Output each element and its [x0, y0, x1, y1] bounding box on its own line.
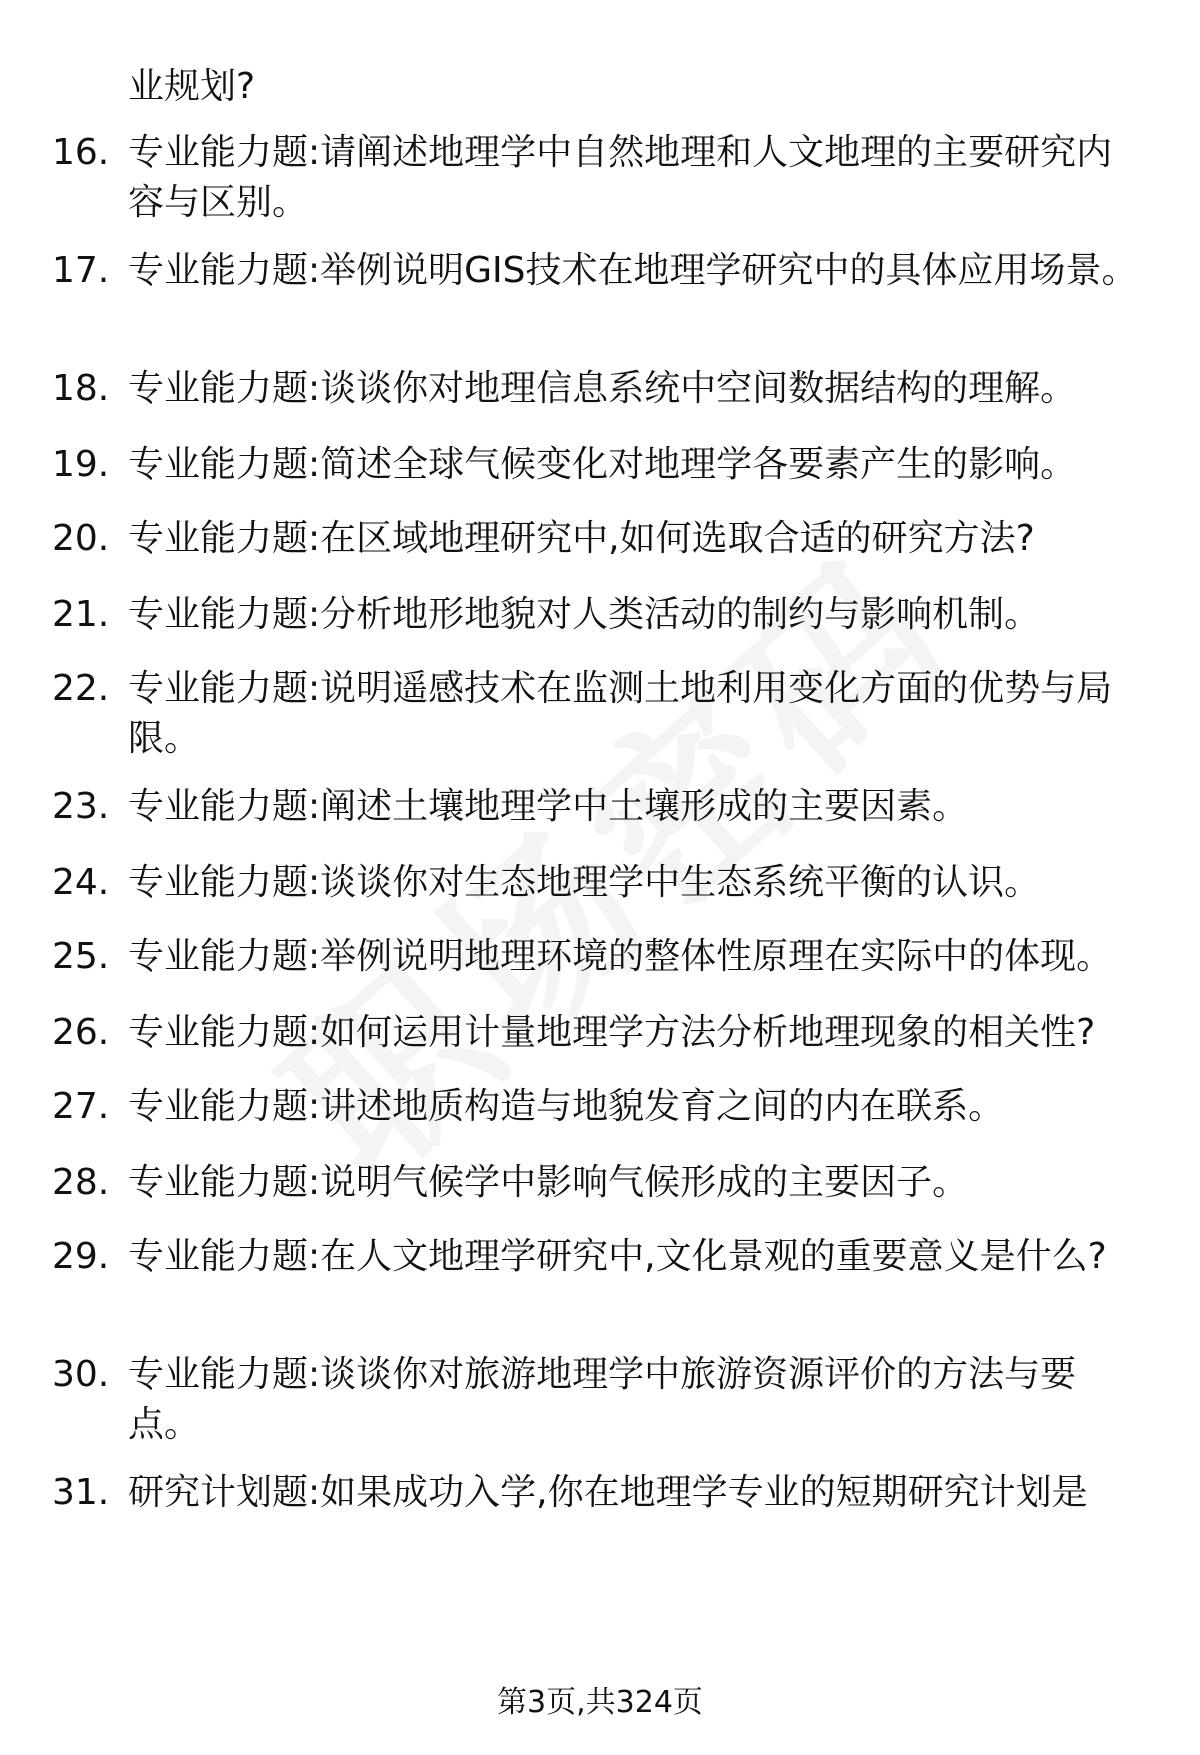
question-text — [128, 590, 1148, 640]
question-label: 研究计划题: — [128, 1472, 321, 1513]
question-label: 专业能力题: — [128, 1162, 321, 1203]
question-number: 30. — [52, 1354, 110, 1395]
question-text — [128, 858, 1148, 908]
question-text — [128, 1468, 1148, 1518]
question-body: 讲述地质构造与地貌发育之间的内在联系。 — [320, 1086, 1005, 1127]
question-body: 在区域地理研究中,如何选取合适的研究方法? — [320, 518, 1035, 559]
question-body: 举例说明地理环境的整体性原理在实际中的体现。 — [320, 936, 1113, 977]
question-body: 说明气候学中影响气候形成的主要因子。 — [320, 1162, 969, 1203]
question-label: 专业能力题: — [128, 1236, 321, 1277]
question-text — [128, 514, 1148, 564]
question-number: 17. — [52, 250, 110, 291]
question-label: 专业能力题: — [128, 1012, 321, 1053]
question-number: 22. — [52, 668, 110, 709]
question-number: 25. — [52, 936, 110, 977]
question-label: 专业能力题: — [128, 1354, 321, 1395]
question-label: 专业能力题: — [128, 786, 321, 827]
question-text — [128, 1350, 1148, 1450]
question-number: 24. — [52, 862, 110, 903]
question-label: 专业能力题: — [128, 368, 321, 409]
question-body: 简述全球气候变化对地理学各要素产生的影响。 — [320, 444, 1077, 485]
question-number: 20. — [52, 518, 110, 559]
question-label: 专业能力题: — [128, 668, 321, 709]
question-number: 29. — [52, 1236, 110, 1277]
question-body: 如果成功入学,你在地理学专业的短期研究计划是 — [320, 1472, 1088, 1513]
question-body: 阐述土壤地理学中土壤形成的主要因素。 — [320, 786, 969, 827]
question-body: 举例说明GIS技术在地理学研究中的具体应用场景。 — [320, 250, 1138, 291]
question-number: 21. — [52, 594, 110, 635]
question-text — [128, 932, 1148, 982]
continuation-text: 业规划? — [128, 66, 256, 107]
question-body: 如何运用计量地理学方法分析地理现象的相关性? — [320, 1012, 1096, 1053]
question-text — [128, 246, 1148, 296]
question-label: 专业能力题: — [128, 444, 321, 485]
question-number: 19. — [52, 444, 110, 485]
question-text — [128, 1158, 1148, 1208]
question-text — [128, 128, 1148, 228]
question-number: 26. — [52, 1012, 110, 1053]
question-body: 分析地形地貌对人类活动的制约与影响机制。 — [320, 594, 1041, 635]
question-number: 16. — [52, 132, 110, 173]
question-label: 专业能力题: — [128, 518, 321, 559]
question-body: 谈谈你对旅游地理学中旅游资源评价的方法与要点。 — [128, 1354, 1077, 1445]
question-label: 专业能力题: — [128, 862, 321, 903]
page-number-footer: 第3页,共324页 — [497, 1685, 703, 1720]
question-text — [128, 1082, 1148, 1132]
question-body: 在人文地理学研究中,文化景观的重要意义是什么? — [320, 1236, 1107, 1277]
question-number: 31. — [52, 1472, 110, 1513]
question-text — [128, 440, 1148, 490]
question-number: 27. — [52, 1086, 110, 1127]
question-label: 专业能力题: — [128, 250, 321, 291]
question-body: 请阐述地理学中自然地理和人文地理的主要研究内容与区别。 — [128, 132, 1113, 223]
question-text — [128, 782, 1148, 832]
question-number: 18. — [52, 368, 110, 409]
question-text — [128, 1008, 1148, 1058]
question-text — [128, 364, 1148, 414]
question-body: 说明遥感技术在监测土地利用变化方面的优势与局限。 — [128, 668, 1113, 759]
question-body: 谈谈你对生态地理学中生态系统平衡的认识。 — [320, 862, 1041, 903]
question-label: 专业能力题: — [128, 1086, 321, 1127]
question-label: 专业能力题: — [128, 936, 321, 977]
question-number: 28. — [52, 1162, 110, 1203]
question-body: 谈谈你对地理信息系统中空间数据结构的理解。 — [320, 368, 1077, 409]
question-text — [128, 1232, 1148, 1282]
question-number: 23. — [52, 786, 110, 827]
question-text — [128, 664, 1148, 764]
question-label: 专业能力题: — [128, 594, 321, 635]
question-label: 专业能力题: — [128, 132, 321, 173]
